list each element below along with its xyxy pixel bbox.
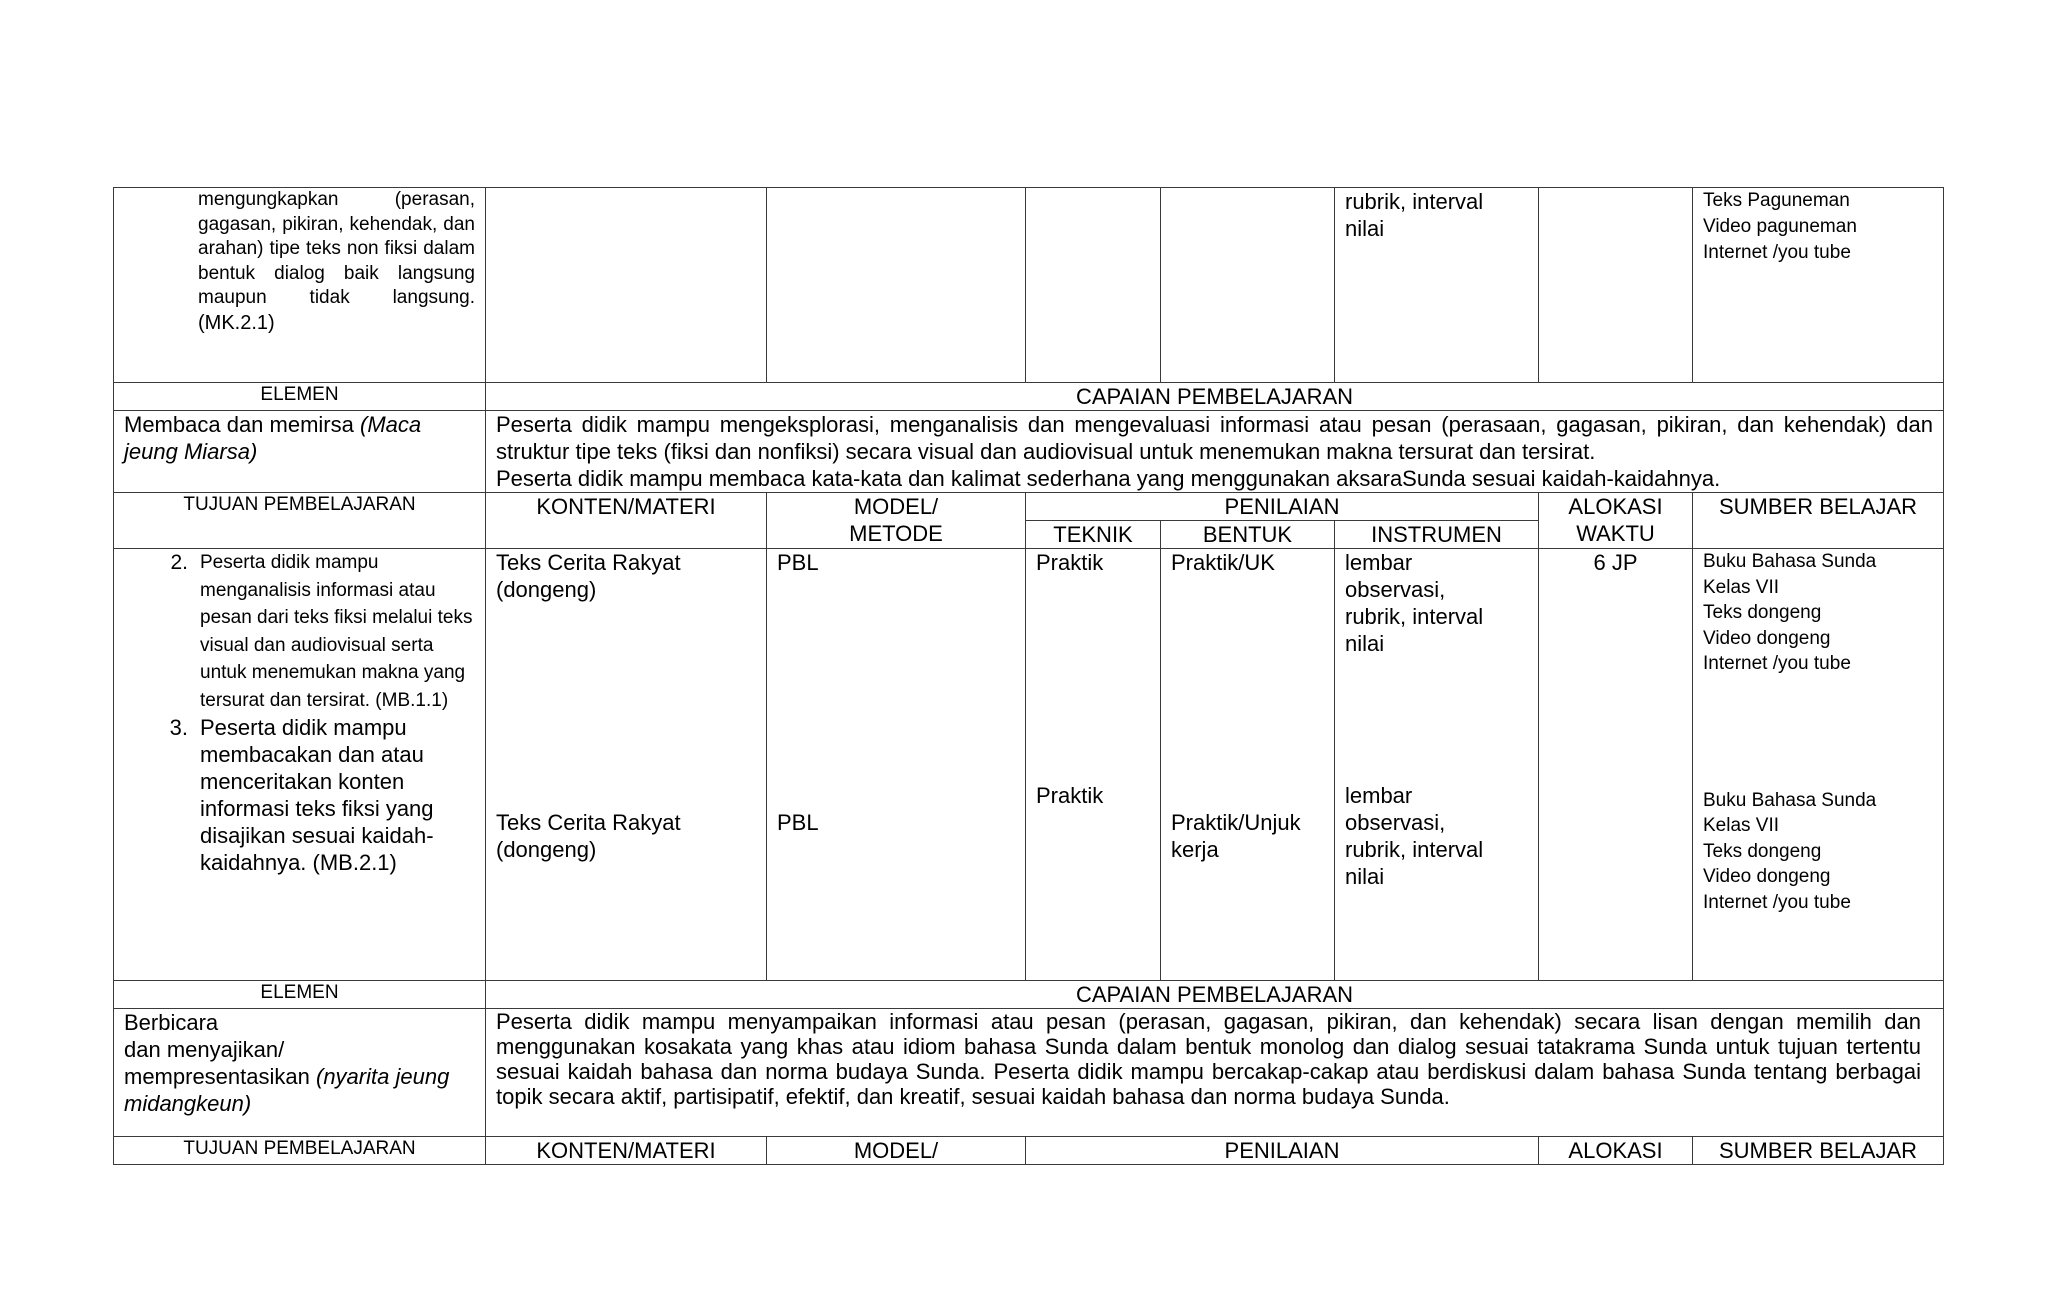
konten-cell [486,549,767,981]
sumber-line: Teks dongeng [1703,602,1822,623]
list-number: 2. [170,551,188,574]
header-instrumen: INSTRUMEN [1335,521,1539,549]
header-penilaian: PENILAIAN [1026,1137,1539,1165]
teknik-cell [1026,188,1161,383]
tujuan-cell [114,188,486,383]
sumber-line: Video dongeng [1703,627,1831,649]
bentuk-line: kerja [1171,837,1219,862]
instrumen-line: nilai [1345,864,1385,889]
alokasi-value: 6 JP [1593,550,1638,575]
instrumen-line: rubrik, interval [1345,604,1484,629]
table-row [114,383,1944,411]
sumber-cell [1693,188,1944,383]
header-bentuk: BENTUK [1161,521,1335,549]
header-model-line: METODE [849,521,943,546]
header-konten: KONTEN/MATERI [486,1137,767,1165]
sumber-line: Buku Bahasa Sunda [1703,551,1877,572]
table-row [114,1137,1944,1165]
list-number: 3. [169,715,188,740]
header-tujuan: TUJUAN PEMBELAJARAN [114,1137,486,1165]
instrumen-line: rubrik, interval [1345,189,1484,214]
instrumen-line: nilai [1345,631,1385,656]
tujuan-text: mengungkapkan (perasan, gagasan, pikiran, kehendak, dan arahan) tipe teks non fiksi dalam bentuk dialog baik langsung maupun tidak langsung. [198,189,475,308]
bentuk-line: Praktik/Unjuk [1171,810,1301,835]
bentuk-cell [1161,549,1335,981]
list-item [158,549,475,714]
header-alokasi: ALOKASI [1539,1137,1693,1165]
header-konten: KONTEN/MATERI [486,493,767,549]
sumber-line: Video dongeng [1703,866,1831,887]
konten-line: (dongeng) [496,837,597,862]
konten-line: Teks Cerita Rakyat [496,810,681,835]
table-row [114,188,1944,383]
sumber-line: Buku Bahasa Sunda [1703,789,1877,811]
teknik-cell [1026,549,1161,981]
instrumen-line: rubrik, interval [1345,837,1484,862]
header-tujuan: TUJUAN PEMBELAJARAN [114,493,486,549]
alokasi-cell [1539,188,1693,383]
capaian-paragraph: Peserta didik mampu mengeksplorasi, menganalisis dan mengevaluasi informasi atau pesan (perasaan, gagasan, pikiran, dan kehendak) dan struktur tipe teks (fiksi dan nonfiksi) secara visual dan audiovisual untuk menemukan makna tersurat dan tersirat. [496,412,1933,464]
header-model [767,493,1026,549]
model-cell [767,549,1026,981]
elemen-header: ELEMEN [114,383,486,411]
instrumen-line: lembar [1345,550,1413,575]
elemen-header: ELEMEN [114,981,486,1009]
sumber-line: Kelas VII [1703,576,1780,598]
elemen-italic: (nyarita jeung midangkeun) [124,1064,450,1116]
rpp-table [113,187,1944,1165]
elemen-label: mempresentasikan [124,1064,310,1089]
capaian-cell [486,411,1944,493]
capaian-header: CAPAIAN PEMBELAJARAN [486,981,1944,1009]
sumber-line: Kelas VII [1703,815,1780,836]
konten-line: (dongeng) [496,577,597,602]
model-value: PBL [777,810,819,835]
konten-cell [486,188,767,383]
model-cell [767,188,1026,383]
instrumen-cell [1335,188,1539,383]
elemen-italic: (Maca jeung Miarsa) [124,412,422,464]
alokasi-cell [1539,549,1693,981]
instrumen-line: nilai [1345,216,1385,241]
table-row [114,981,1944,1009]
header-alokasi-line: WAKTU [1576,521,1655,546]
table-row [114,411,1944,493]
header-alokasi [1539,493,1693,549]
instrumen-line: lembar [1345,783,1413,808]
instrumen-line: observasi, [1345,577,1446,602]
list-text: Peserta didik mampu membacakan dan atau menceritakan konten informasi teks fiksi yang disajikan sesuai kaidah-kaidahnya. (MB.2.1) [200,715,434,875]
sumber-line: Teks dongeng [1703,840,1822,862]
header-model-line: MODEL/ [853,494,939,519]
header-alokasi-line: ALOKASI [1568,494,1663,519]
list-text: Peserta didik mampu menganalisis informasi atau pesan dari teks fiksi melalui teks visual dan audiovisual serta untuk menemukan makna yang tersurat dan tersirat. (MB.1.1) [200,552,473,711]
header-sumber: SUMBER BELAJAR [1693,1137,1944,1165]
tujuan-code: (MK.2.1) [198,311,275,334]
bentuk-cell [1161,188,1335,383]
list-item [158,714,475,876]
teknik-value: Praktik [1036,783,1104,808]
instrumen-cell [1335,549,1539,981]
model-value: PBL [777,550,819,575]
tujuan-cell [114,549,486,981]
capaian-paragraph: Peserta didik mampu membaca kata-kata dan kalimat sederhana yang menggunakan aksaraSunda sesuai kaidah-kaidahnya. [496,466,1721,491]
sumber-cell [1693,549,1944,981]
elemen-cell [114,411,486,493]
bentuk-line: Praktik/UK [1171,550,1275,575]
capaian-header: CAPAIAN PEMBELAJARAN [486,383,1944,411]
capaian-cell [486,1009,1944,1137]
header-teknik: TEKNIK [1026,521,1161,549]
header-model: MODEL/ [767,1137,1026,1165]
elemen-label: Berbicara [124,1010,219,1035]
konten-line: Teks Cerita Rakyat [496,550,681,575]
elemen-label: dan menyajikan/ [124,1037,285,1062]
table-row [114,493,1944,521]
sumber-line: Teks Paguneman [1703,190,1850,211]
sumber-line: Internet /you tube [1703,242,1851,263]
elemen-label: Membaca dan memirsa [124,412,354,437]
table-row [114,549,1944,981]
sumber-line: Internet /you tube [1703,891,1851,913]
sumber-line: Internet /you tube [1703,653,1851,674]
sumber-line: Video paguneman [1703,216,1857,237]
capaian-paragraph: Peserta didik mampu menyampaikan informasi atau pesan (perasan, gagasan, pikiran, dan kehendak) secara lisan dengan memilih dan menggunakan kosakata yang khas atau idiom bahasa Sunda dalam bentuk monolog dan dialog sesuai tatakrama Sunda untuk tujuan tertentu sesuai kaidah bahasa dan norma budaya Sunda. Peserta didik mampu bercakap-cakap atau berdiskusi dalam bahasa Sunda tentang berbagai topik secara aktif, partisipatif, efektif, dan kreatif, sesuai kaidah bahasa dan norma budaya Sunda. [496,1009,1921,1109]
instrumen-line: observasi, [1345,810,1446,835]
header-sumber: SUMBER BELAJAR [1693,493,1944,549]
teknik-value: Praktik [1036,550,1104,575]
elemen-cell [114,1009,486,1137]
header-penilaian: PENILAIAN [1026,493,1539,521]
table-row [114,1009,1944,1137]
